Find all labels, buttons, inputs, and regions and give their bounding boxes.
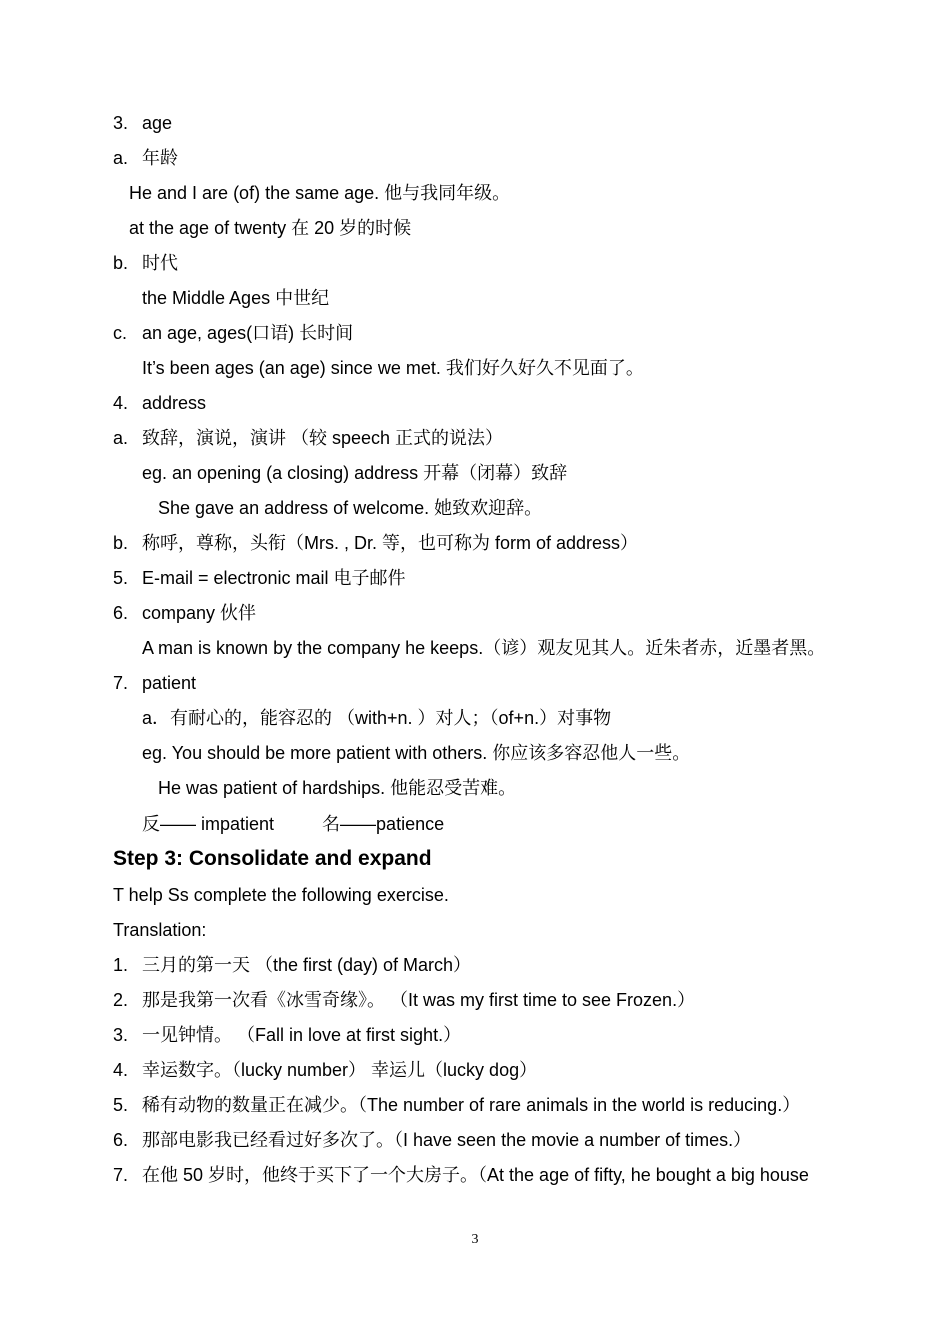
item-text: address: [142, 393, 207, 413]
example-line: [129, 181, 510, 205]
noun-form-text: 名——patience: [322, 814, 445, 834]
list-item: [113, 531, 638, 555]
item-number: 5.: [113, 568, 129, 588]
list-item: [113, 146, 178, 170]
example-line: [142, 461, 567, 485]
item-number: 6.: [113, 603, 129, 623]
list-item: [113, 671, 196, 695]
item-text: patient: [142, 673, 197, 693]
item-number: a.: [113, 428, 129, 448]
example-line: [158, 496, 542, 520]
item-number: b.: [113, 253, 129, 273]
item-number: 6.: [113, 1130, 129, 1150]
item-text: E-mail = electronic mail 电子邮件: [142, 568, 406, 588]
item-text: the Middle Ages 中世纪: [142, 288, 330, 308]
item-number: 1.: [113, 955, 129, 975]
antonym-line: [142, 812, 444, 836]
translation-item: [113, 1128, 751, 1152]
item-text: 幸运数字。（lucky number） 幸运儿（lucky dog）: [142, 1060, 538, 1080]
translation-item: [113, 1093, 800, 1117]
item-number: 3.: [113, 1025, 129, 1045]
item-number: 4.: [113, 1060, 129, 1080]
list-item: [113, 391, 206, 415]
example-line: [142, 741, 690, 765]
translation-item: [113, 953, 471, 977]
example-line: [142, 706, 611, 730]
example-line: [129, 216, 411, 240]
item-text: 一见钟情。 （Fall in love at first sight.）: [142, 1025, 462, 1045]
item-number: 2.: [113, 990, 129, 1010]
item-text: 称呼，尊称，头衔（Mrs. , Dr. 等，也可称为 form of address）: [142, 533, 639, 553]
translation-item: [113, 988, 695, 1012]
item-text: company 伙伴: [142, 603, 257, 623]
list-item: [113, 251, 178, 275]
item-text: 年龄: [142, 148, 178, 168]
item-text: 那部电影我已经看过好多次了。（I have seen the movie a number of times.）: [142, 1130, 752, 1150]
page-number: 3: [471, 1232, 479, 1247]
item-number: 7.: [113, 1165, 129, 1185]
item-number: 4.: [113, 393, 129, 413]
item-text: age: [142, 113, 173, 133]
list-item: [113, 321, 353, 345]
example-line: [158, 776, 516, 800]
item-text: 稀有动物的数量正在减少。（The number of rare animals in the world is reducing.）: [142, 1095, 801, 1115]
item-text: a．有耐心的，能容忍的 （with+n. ）对人；（of+n.）对事物: [142, 708, 612, 728]
translation-item: [113, 1023, 461, 1047]
item-text: He and I are (of) the same age. 他与我同年级。: [129, 183, 511, 203]
item-number: 7.: [113, 673, 129, 693]
item-text: 三月的第一天 （the first (day) of March）: [142, 955, 472, 975]
item-text: an age, ages(口语) 长时间: [142, 323, 354, 343]
item-text: 时代: [142, 253, 178, 273]
item-text: A man is known by the company he keeps.（谚）观友见其人。近朱者赤，近墨者黑。: [142, 638, 826, 658]
example-line: [142, 286, 329, 310]
item-text: 致辞，演说，演讲 （较 speech 正式的说法）: [142, 428, 504, 448]
list-item: [113, 111, 172, 135]
antonym-text: 反—— impatient: [142, 814, 275, 834]
item-text: He was patient of hardships. 他能忍受苦难。: [158, 778, 517, 798]
item-text: 在他 50 岁时，他终于买下了一个大房子。（At the age of fifty, he bought a big house: [142, 1165, 809, 1185]
translation-label: Translation:: [113, 920, 207, 940]
instruction-text: T help Ss complete the following exercise.: [113, 885, 449, 905]
item-number: b.: [113, 533, 129, 553]
list-item: [113, 601, 256, 625]
item-text: It’s been ages (an age) since we met. 我们好久好久不见面了。: [142, 358, 644, 378]
translation-item: [113, 1163, 809, 1187]
example-line: [142, 636, 825, 660]
item-number: 5.: [113, 1095, 129, 1115]
item-number: c.: [113, 323, 128, 343]
list-item: [113, 566, 406, 590]
item-text: eg. an opening (a closing) address 开幕（闭幕）致辞: [142, 463, 568, 483]
item-number: 3.: [113, 113, 129, 133]
item-number: a.: [113, 148, 129, 168]
item-text: at the age of twenty 在 20 岁的时候: [129, 218, 412, 238]
list-item: [113, 426, 503, 450]
example-line: [142, 356, 644, 380]
item-text: She gave an address of welcome. 她致欢迎辞。: [158, 498, 543, 518]
item-text: 那是我第一次看《冰雪奇缘》。 （It was my first time to see Frozen.）: [142, 990, 696, 1010]
item-text: eg. You should be more patient with others. 你应该多容忍他人一些。: [142, 743, 691, 763]
section-heading: Step 3: Consolidate and expand: [113, 847, 432, 870]
translation-item: [113, 1058, 537, 1082]
